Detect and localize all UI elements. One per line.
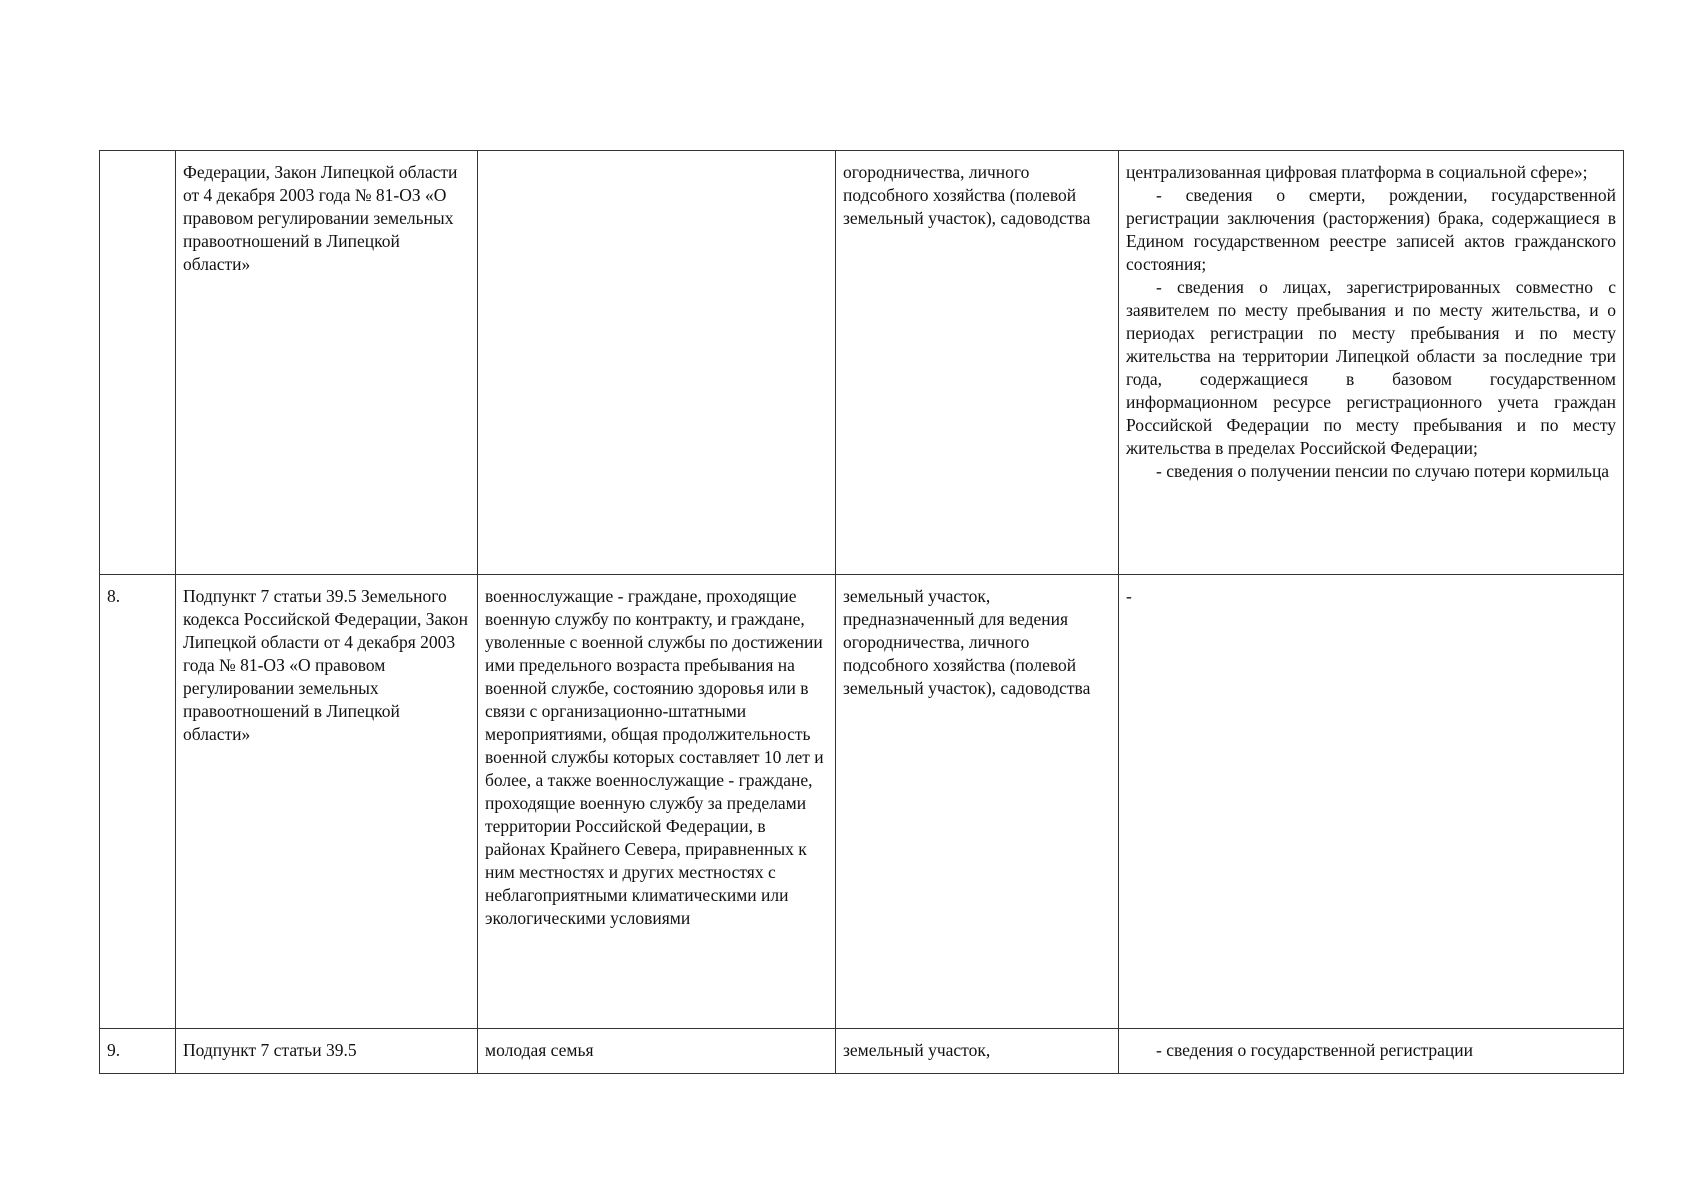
information-paragraph: - сведения о получении пенсии по случаю потери кормильца	[1156, 461, 1610, 481]
category-cell: военнослужащие - граждане, проходящие военную службу по контракту, и граждане, уволенные с военной службы по достижении ими предельного возраста пребывания на военной службе, состоянию здоровья или в связи с организационно-штатными мероприятиями, общая продолжительность военной службы которых составляет 10 лет и более, а также военнослужащие - граждане, проходящие военную службу за пределами территории Российской Федерации, в районах Крайнего Севера, приравненных к ним местностях и других местностях с неблагоприятными климатическими или экологическими условиями	[478, 575, 836, 1029]
information-cell: -	[1119, 575, 1624, 1029]
land-grant-table	[99, 150, 1624, 1074]
information-paragraph: - сведения о смерти, рождении, государственной регистрации заключения (расторжения) брака, содержащиеся в Едином государственном реестре записей актов гражданского состояния;	[1126, 185, 1616, 274]
legal-basis-cell: Федерации, Закон Липецкой области от 4 декабря 2003 года № 81-ОЗ «О правовом регулировании земельных правоотношений в Липецкой области»	[176, 151, 478, 575]
category-cell: молодая семья	[478, 1029, 836, 1074]
row-number-cell	[100, 151, 176, 575]
land-plot-cell: огородничества, личного подсобного хозяйства (полевой земельный участок), садоводства	[836, 151, 1119, 575]
table-row	[100, 151, 1624, 575]
table-row	[100, 575, 1624, 1029]
category-cell	[478, 151, 836, 575]
row-number-cell: 9.	[100, 1029, 176, 1074]
information-cell	[1119, 151, 1624, 575]
table-row	[100, 1029, 1624, 1074]
land-plot-cell: земельный участок,	[836, 1029, 1119, 1074]
information-paragraph: централизованная цифровая платформа в социальной сфере»;	[1126, 162, 1588, 182]
information-cell	[1119, 1029, 1624, 1074]
row-number-cell: 8.	[100, 575, 176, 1029]
information-paragraph: - сведения о лицах, зарегистрированных совместно с заявителем по месту пребывания и по месту жительства, и о периодах регистрации по месту пребывания и по месту жительства на территории Липецкой области за последние три года, содержащиеся в базовом государственном информационном ресурсе регистрационного учета граждан Российской Федерации по месту пребывания и по месту жительства в пределах Российской Федерации;	[1126, 277, 1616, 458]
legal-basis-cell: Подпункт 7 статьи 39.5	[176, 1029, 478, 1074]
information-paragraph: - сведения о государственной регистрации	[1156, 1040, 1474, 1060]
land-plot-cell: земельный участок, предназначенный для ведения огородничества, личного подсобного хозяйства (полевой земельный участок), садоводства	[836, 575, 1119, 1029]
legal-basis-cell: Подпункт 7 статьи 39.5 Земельного кодекса Российской Федерации, Закон Липецкой области от 4 декабря 2003 года № 81-ОЗ «О правовом регулировании земельных правоотношений в Липецкой области»	[176, 575, 478, 1029]
